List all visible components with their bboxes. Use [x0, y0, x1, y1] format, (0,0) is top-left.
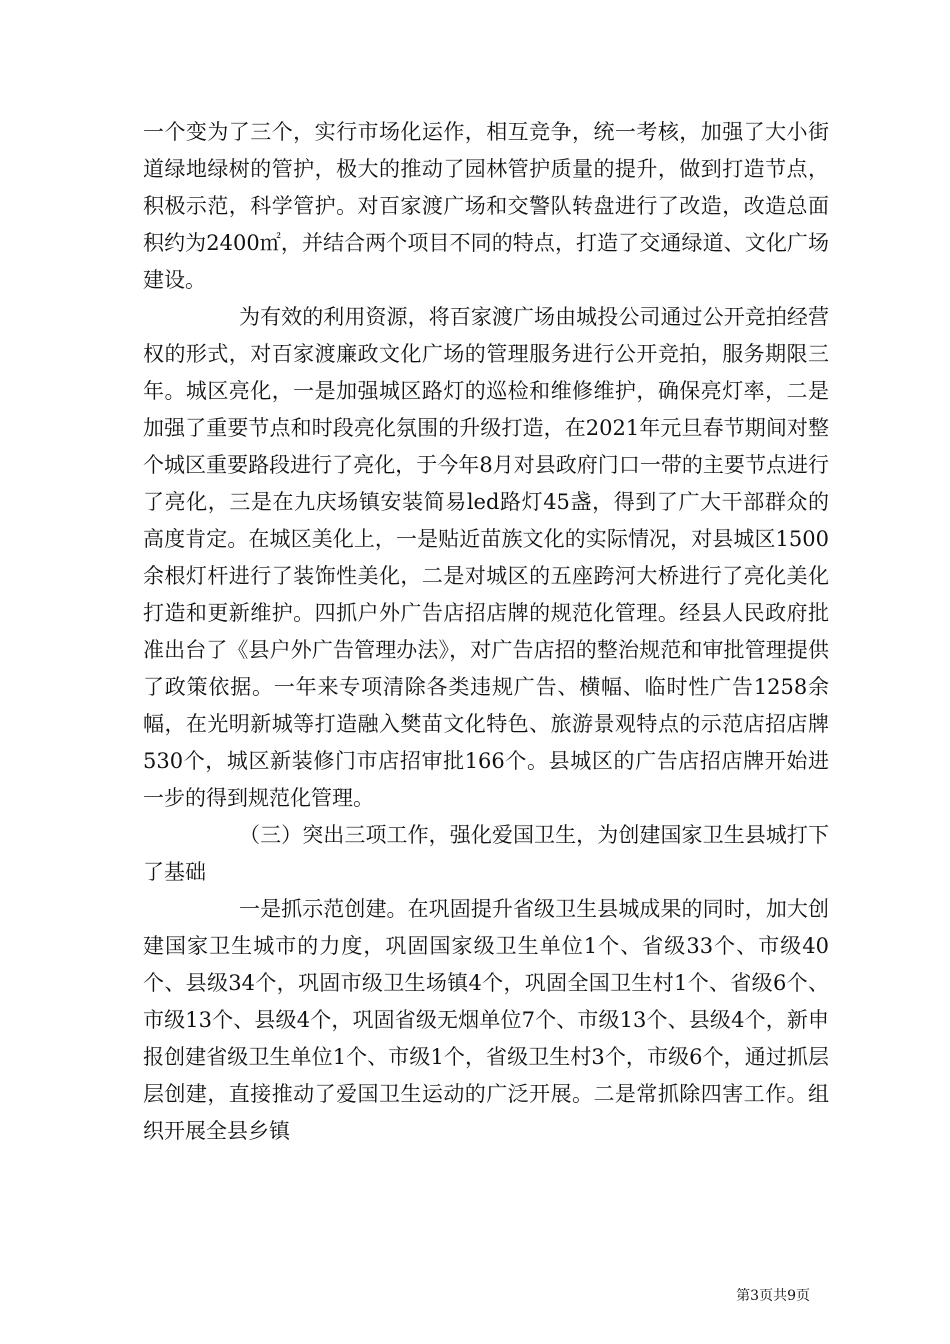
page-number: 第3页共9页 — [736, 1288, 810, 1304]
paragraph-greening: 一个变为了三个，实行市场化运作，相互竞争，统一考核，加强了大小街道绿地绿树的管护，极大的推动了园林管护质量的提升，做到打造节点，积极示范，科学管护。对百家渡广场和交警队转盘进行了改造，改造总面积约为2400㎡，并结合两个项目不同的特点，打造了交通绿道、文化广场建设。 — [143, 120, 829, 292]
document-body — [143, 114, 829, 1150]
paragraph-demonstration-creation: 一是抓示范创建。在巩固提升省级卫生县城成果的同时，加大创建国家卫生城市的力度，巩固国家级卫生单位1个、省级33个、市级40个、县级34个，巩固市级卫生场镇4个，巩固全国卫生村1个、省级6个、市级13个、县级4个，巩固省级无烟单位7个、市级13个、县级4个，新申报创建省级卫生单位1个、市级1个，省级卫生村3个，市级6个，通过抓层层创建，直接推动了爱国卫生运动的广泛开展。二是常抓除四害工作。组织开展全县乡镇 — [143, 897, 829, 1143]
paragraph-lighting-advertising: 为有效的利用资源，将百家渡广场由城投公司通过公开竞拍经营权的形式，对百家渡廉政文化广场的管理服务进行公开竞拍，服务期限三年。城区亮化，一是加强城区路灯的巡检和维修维护，确保亮灯率，二是加强了重要节点和时段亮化氛围的升级打造，在2021年元旦春节期间对整个城区重要路段进行了亮化，于今年8月对县政府门口一带的主要节点进行了亮化，三是在九庆场镇安装简易led路灯45盏，得到了广大干部群众的高度肯定。在城区美化上，一是贴近苗族文化的实际情况，对县城区1500余根灯杆进行了装饰性美化，二是对城区的五座跨河大桥进行了亮化美化打造和更新维护。四抓户外广告店招店牌的规范化管理。经县人民政府批准出台了《县户外广告管理办法》，对广告店招的整治规范和审批管理提供了政策依据。一年来专项清除各类违规广告、横幅、临时性广告1258余幅，在光明新城等打造融入樊苗文化特色、旅游景观特点的示范店招店牌530个，城区新装修门市店招审批166个。县城区的广告店招店牌开始进一步的得到规范化管理。 — [143, 305, 829, 810]
section-heading-patriotic-health: （三）突出三项工作，强化爱国卫生，为创建国家卫生县城打下了基础 — [143, 823, 829, 884]
